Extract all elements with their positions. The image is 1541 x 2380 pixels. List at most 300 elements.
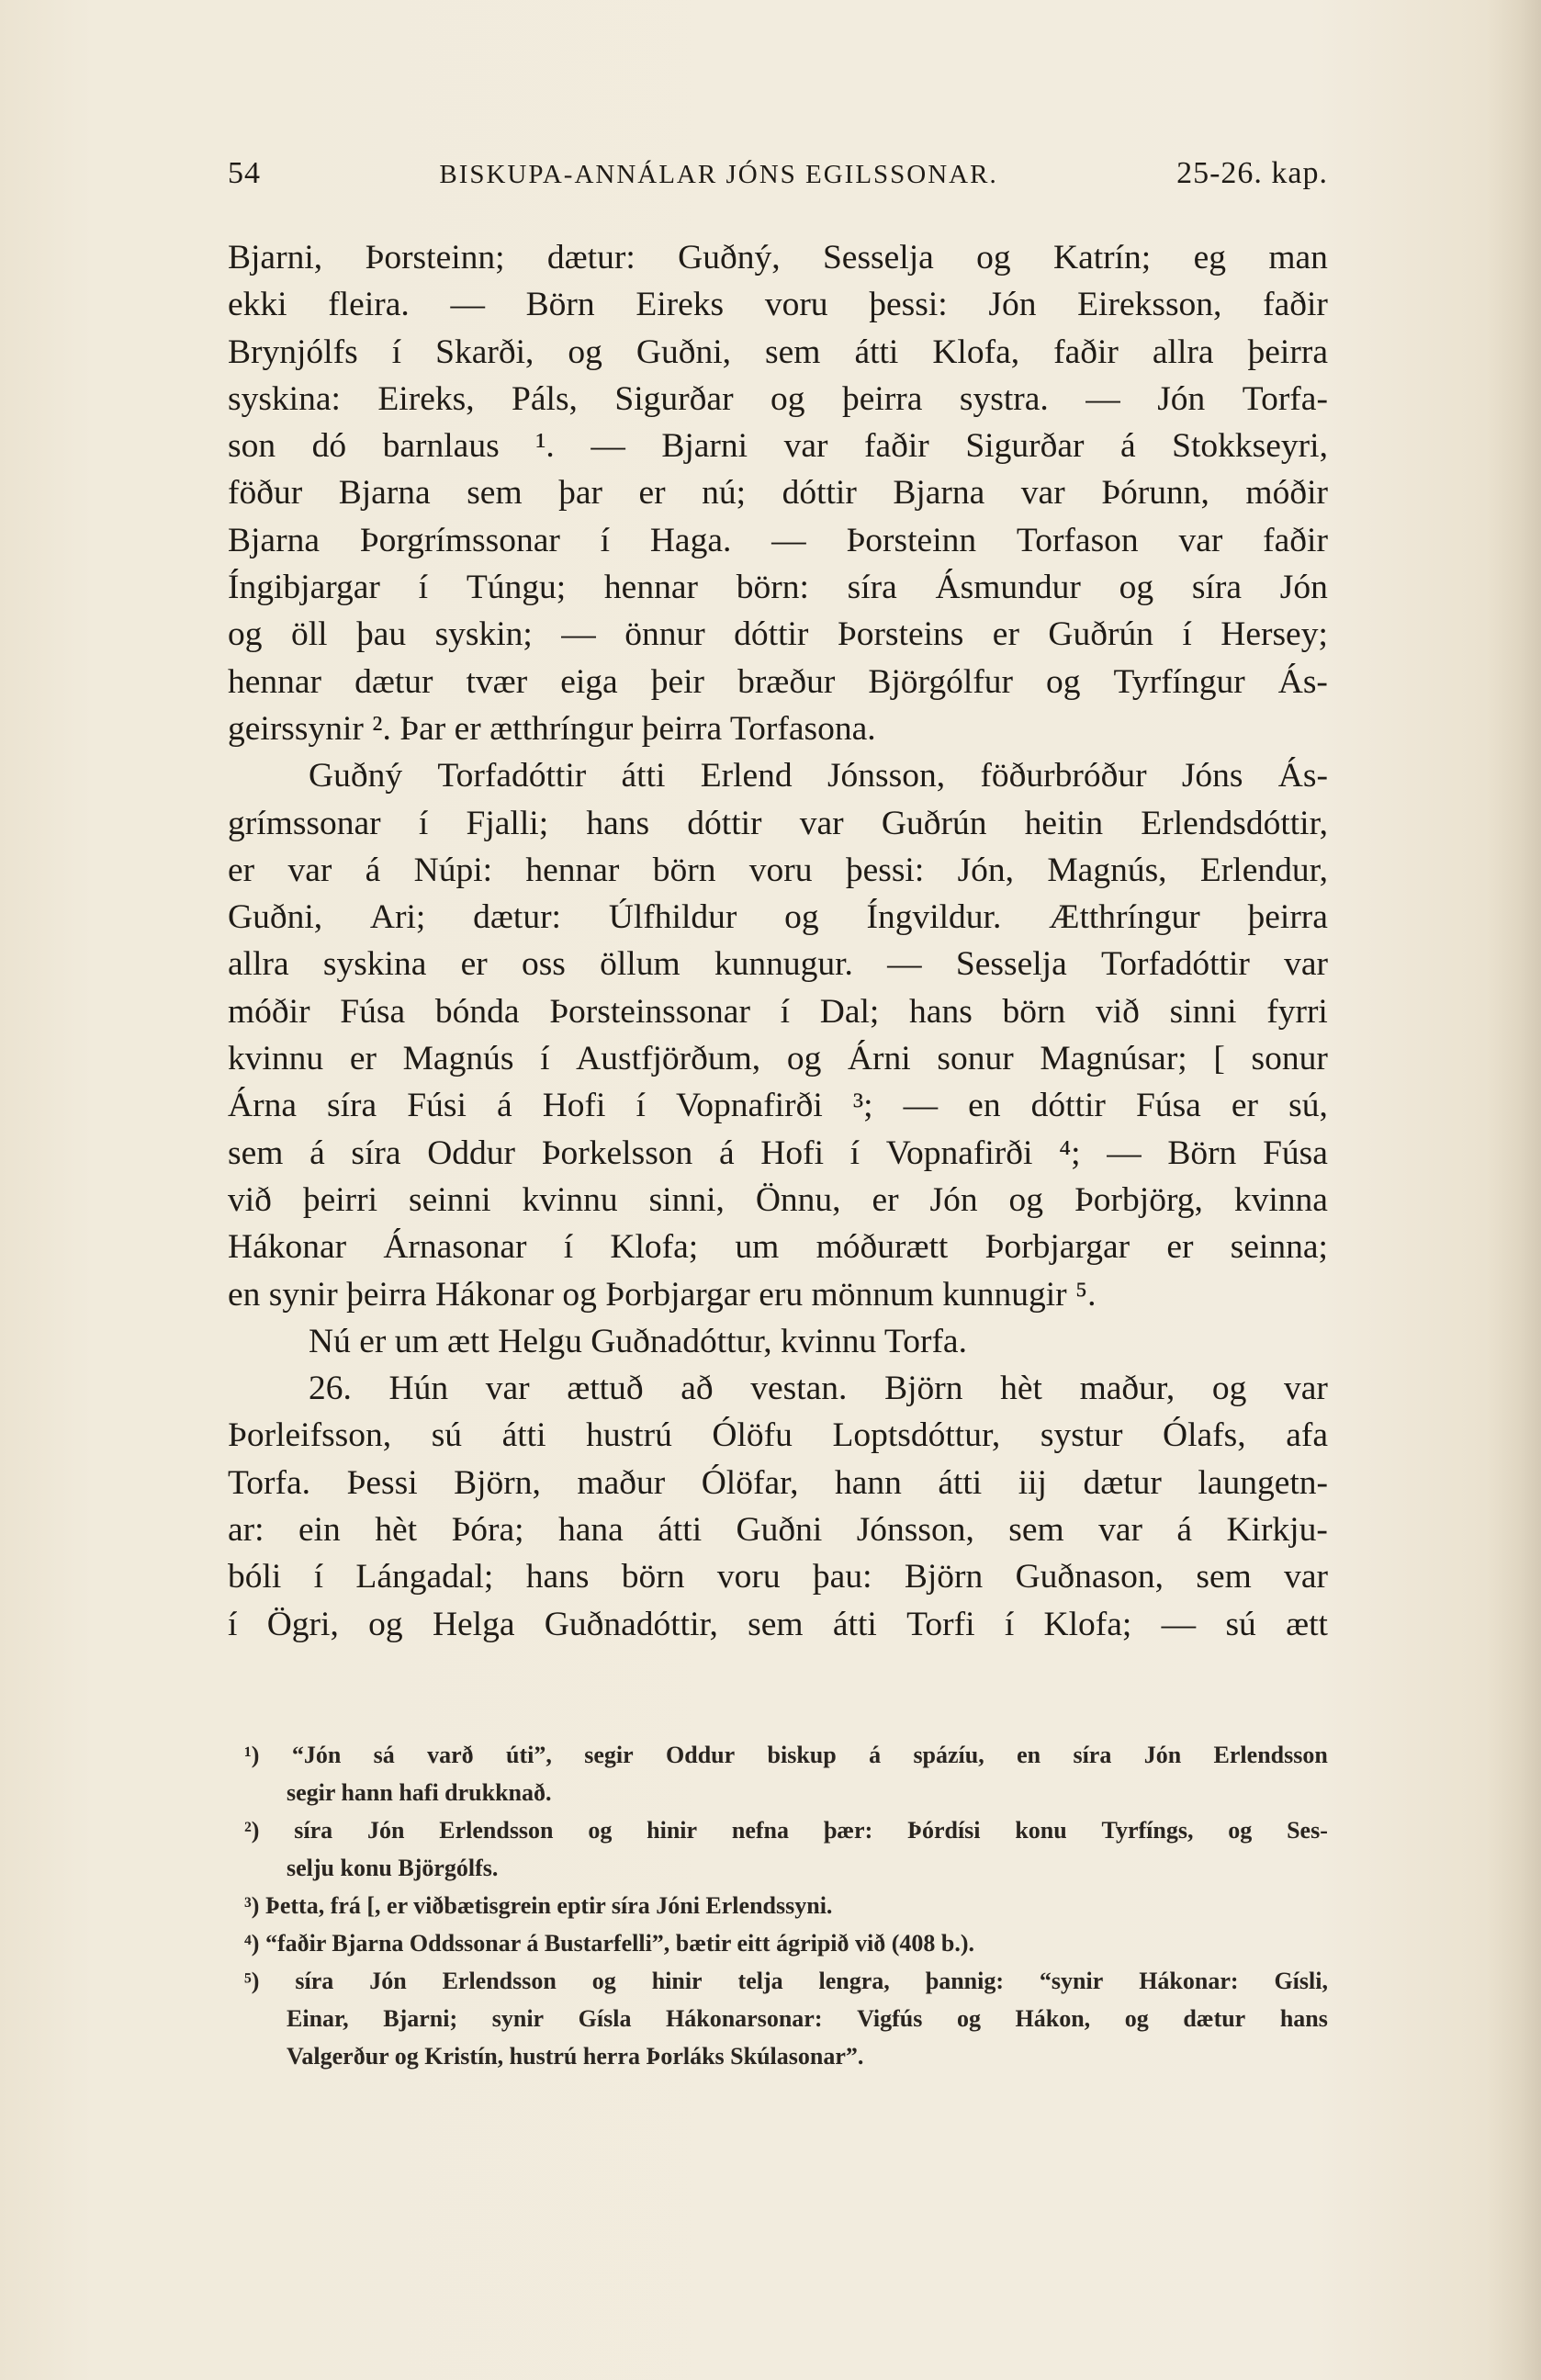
word: Magnús [402, 1040, 514, 1078]
word: ¹. [535, 427, 555, 466]
word: konu [1015, 1817, 1067, 1844]
word: Brynjólfs [228, 333, 358, 371]
word: Jón [988, 286, 1037, 324]
word: dætur: [473, 898, 561, 937]
text-line [228, 847, 1328, 894]
word: Fjalli; [466, 804, 549, 842]
word: Jónsson, [856, 1511, 974, 1550]
word: og [1228, 1817, 1253, 1844]
word: Núpi: [413, 851, 493, 889]
word: maður [577, 1463, 666, 1502]
word: átti [501, 1416, 546, 1455]
word: Guðný [309, 757, 403, 795]
word: seinna; [1230, 1228, 1328, 1267]
text-line: en synir þeirra Hákonar og Þorbjargar eru mönnum kunnugir ⁵. [228, 1275, 1097, 1314]
word: í [418, 569, 429, 607]
word: ætt [1286, 1605, 1328, 1643]
word: átti [938, 1463, 983, 1502]
word: Hákonar: [1139, 1968, 1239, 1994]
word: faðir [1053, 333, 1119, 371]
word: síra [1191, 569, 1243, 607]
word: börn [652, 851, 716, 889]
word: önnur [624, 615, 705, 654]
word: Þorbjargar [984, 1228, 1130, 1267]
word: heitin [1024, 804, 1104, 842]
text-line [228, 611, 1328, 658]
word: í [780, 992, 791, 1031]
word: Ásmundur [935, 569, 1081, 607]
word: Jón [1143, 1742, 1182, 1768]
text-line: geirssynir ². Þar er ætthríngur þeirra Torfasona. [228, 709, 876, 748]
word: Jóns [1181, 757, 1243, 795]
word: hennar [603, 569, 698, 607]
word: — [450, 286, 485, 324]
word: sinni [1169, 992, 1237, 1031]
running-title: BISKUPA-ANNÁLAR JÓNS EGILSSONAR. [439, 160, 998, 189]
word: og [568, 333, 602, 371]
footnote-1 [228, 1736, 1328, 1774]
word: á [365, 851, 381, 889]
word: er [1166, 1228, 1194, 1267]
word: spázíu, [913, 1742, 984, 1768]
word: Kirkju- [1226, 1511, 1328, 1550]
text-line [228, 281, 1328, 328]
footnote-2-cont: selju konu Björgólfs. [287, 1855, 499, 1881]
word: Guðrún [881, 804, 987, 842]
word: Hún [388, 1370, 449, 1408]
word: bóli [228, 1558, 282, 1596]
word: var [1284, 945, 1328, 984]
word: Björn, [454, 1463, 541, 1502]
word: í [540, 1040, 550, 1078]
word: Einar, [287, 2005, 349, 2032]
word: hèt [1000, 1370, 1042, 1408]
word: og [1008, 1180, 1044, 1219]
word: börn [621, 1558, 685, 1596]
word: Árni [847, 1040, 911, 1078]
word: þeirra [1247, 333, 1328, 371]
word: þeir [650, 662, 705, 701]
word: Jón [366, 1817, 405, 1844]
word: Tyrfíngur [1113, 662, 1245, 701]
word: nú; [702, 474, 747, 513]
text-line [228, 988, 1328, 1035]
word: Katrín; [1053, 239, 1152, 276]
word: Guðni, [636, 333, 732, 371]
word: Bjarni; [383, 2005, 458, 2032]
word: börn: [736, 569, 809, 607]
word: Hákonar [228, 1228, 347, 1267]
word: móðurætt [815, 1228, 949, 1267]
text-line [228, 329, 1328, 376]
word: og [786, 1040, 822, 1078]
word: man [1268, 239, 1328, 276]
word: Hákonarsonar: [666, 2005, 823, 2032]
word: ²) [244, 1817, 260, 1844]
page-edge-shadow [1486, 0, 1541, 2380]
word: Hákon, [1015, 2005, 1091, 2032]
word: í [600, 521, 611, 559]
word: Torfi [906, 1605, 975, 1643]
word: úti”, [506, 1742, 552, 1768]
word: Erlendsdóttir, [1141, 804, 1328, 842]
word: í [228, 1605, 238, 1643]
word: síra [1073, 1742, 1112, 1768]
word: á [496, 1087, 512, 1125]
word: Guðrún [1048, 615, 1153, 654]
footnote-5-cont: Valgerður og Kristín, hustrú herra Þorláks Skúlasonar”. [287, 2043, 864, 2070]
word: hennar [525, 851, 620, 889]
word: var [1284, 1370, 1328, 1408]
word: og [368, 1605, 403, 1643]
word: ¹) [244, 1742, 260, 1768]
word: — [1161, 1605, 1197, 1643]
word: afa [1286, 1416, 1328, 1455]
word: Erlendsson [442, 1968, 557, 1994]
text-line [228, 1130, 1328, 1177]
word: — [903, 1087, 939, 1125]
word: og [956, 2005, 981, 2032]
word: maður, [1079, 1370, 1175, 1408]
word: og [976, 239, 1011, 276]
word: þannig: [925, 1968, 1004, 1994]
word: föðurbróður [980, 757, 1147, 795]
word: ar: [228, 1511, 264, 1550]
word: Björgólfur [868, 662, 1013, 701]
word: hana [558, 1511, 624, 1550]
word: Önnu, [755, 1180, 841, 1219]
word: á [1119, 427, 1136, 466]
word: Austfjörðum, [576, 1040, 761, 1078]
word: Erlend [700, 757, 793, 795]
word: dætur [1183, 2005, 1246, 2032]
word: hennar [228, 662, 322, 701]
word: ⁴; [1059, 1134, 1081, 1172]
word: — [1107, 1134, 1142, 1172]
word: á [309, 1134, 325, 1172]
word: Sigurðar [614, 379, 734, 418]
word: sá [373, 1742, 395, 1768]
word: öllum [600, 945, 681, 984]
word: nefna [731, 1817, 789, 1844]
word: Vopnafirði [885, 1134, 1033, 1172]
word: átti [621, 757, 666, 795]
word: Guðnadóttir, [544, 1605, 718, 1643]
word: var [1284, 1558, 1328, 1596]
word: sem [228, 1134, 284, 1172]
word: syskina: [228, 379, 341, 418]
word: Erlendur, [1199, 851, 1328, 889]
word: Torfason [1016, 521, 1139, 559]
text-line [228, 894, 1328, 941]
word: dó [311, 427, 347, 466]
word: — [1085, 379, 1120, 418]
word: Tyrfíngs, [1101, 1817, 1194, 1844]
paragraph-start [228, 752, 1328, 799]
word: er [349, 1040, 377, 1078]
word: Klofa; [1043, 1605, 1132, 1643]
word: 26. [309, 1370, 352, 1408]
word: Ólafs, [1163, 1416, 1246, 1455]
word: sú [431, 1416, 463, 1455]
word: kunnugur. [714, 945, 853, 984]
word: voru [748, 851, 813, 889]
word: Sesselja [822, 239, 934, 276]
word: kvinna [1233, 1180, 1328, 1219]
word: sem [748, 1605, 804, 1643]
word: Jónsson, [827, 757, 946, 795]
word: tvær [466, 662, 528, 701]
word: sú, [1288, 1087, 1328, 1125]
word: telja [737, 1968, 783, 1994]
word: Guðnason, [1015, 1558, 1164, 1596]
word: um [735, 1228, 780, 1267]
text-line [228, 1412, 1328, 1459]
word: son [228, 427, 276, 466]
word: hinir [647, 1817, 698, 1844]
word: hustrú [586, 1416, 672, 1455]
word: sinni, [648, 1180, 725, 1219]
word: dóttir [782, 474, 857, 513]
word: Þorsteinn [846, 521, 977, 559]
word: var [287, 851, 332, 889]
word: og [1211, 1370, 1247, 1408]
word: Bjarna [228, 521, 320, 559]
text-line [228, 564, 1328, 611]
word: þau: [812, 1558, 872, 1596]
word: síra [351, 1134, 401, 1172]
word: “synir [1039, 1968, 1104, 1994]
word: “Jón [291, 1742, 342, 1768]
word: — [887, 945, 922, 984]
word: þeirri [302, 1180, 378, 1219]
word: Ögri, [266, 1605, 339, 1643]
word: sem [765, 333, 821, 371]
word: Ætthríngur [1049, 898, 1200, 937]
word: móðir [228, 992, 310, 1031]
word: hinir [651, 1968, 703, 1994]
word: Þorleifsson, [228, 1416, 392, 1455]
word: Túngu; [466, 569, 567, 607]
footnotes [228, 1736, 1328, 2075]
text-line [228, 1082, 1328, 1129]
word: þessi: [869, 286, 948, 324]
word: hans [525, 1558, 590, 1596]
word: faðir [864, 427, 929, 466]
word: segir [584, 1742, 634, 1768]
main-text [228, 234, 1328, 1648]
word: og [1046, 662, 1081, 701]
word: systra. [959, 379, 1049, 418]
word: faðir [1263, 521, 1328, 559]
word: Fúsa [340, 992, 406, 1031]
word: Klofa; [610, 1228, 699, 1267]
footnote-4: ⁴) “faðir Bjarna Oddssonar á Bustarfelli”, bætir eitt ágripið við (408 b.). [244, 1930, 975, 1957]
word: ekki [228, 286, 287, 324]
word: Ás- [1277, 662, 1328, 701]
word: þau [355, 615, 407, 654]
word: við [1095, 992, 1140, 1031]
word: Hofi [760, 1134, 824, 1172]
word: Sigurðar [965, 427, 1085, 466]
page-number: 54 [228, 156, 261, 190]
text-line [228, 1553, 1328, 1600]
word: síra [295, 1968, 334, 1994]
word: sú [1225, 1605, 1256, 1643]
word: dóttir [1030, 1087, 1106, 1125]
word: þessi: [845, 851, 925, 889]
word: sonur [937, 1040, 1014, 1078]
word: Björn [884, 1370, 963, 1408]
word: Fúsa [1263, 1134, 1328, 1172]
word: Þorbjörg, [1074, 1180, 1203, 1219]
word: á [1176, 1511, 1193, 1550]
word: hans [586, 804, 650, 842]
word: síra [327, 1087, 377, 1125]
word: er [992, 615, 1019, 654]
word: Ses- [1287, 1817, 1328, 1844]
text-line [228, 234, 1328, 281]
word: í [849, 1134, 860, 1172]
word: á [718, 1134, 735, 1172]
chapter-range: 25-26. kap. [1176, 156, 1328, 190]
word: Dal; [819, 992, 880, 1031]
word: Þorsteinn; [365, 239, 505, 276]
paragraph-start: Nú er um ætt Helgu Guðnadóttur, kvinnu Torfa. [309, 1322, 967, 1360]
word: við [228, 1180, 272, 1219]
word: á [869, 1742, 882, 1768]
word: Hersey; [1220, 615, 1328, 654]
word: Haga. [649, 521, 732, 559]
word: systur [1040, 1416, 1123, 1455]
running-header [228, 156, 1328, 211]
word: Íngibjargar [228, 569, 380, 607]
word: ³; [852, 1087, 873, 1125]
word: barnlaus [382, 427, 500, 466]
chapter-26-start [228, 1365, 1328, 1412]
text-line [228, 376, 1328, 423]
word: Úlfhildur [608, 898, 737, 937]
word: fyrri [1266, 992, 1328, 1031]
word: allra [228, 945, 289, 984]
word: síra [847, 569, 897, 607]
word: Bjarni [661, 427, 748, 466]
text-line [228, 1460, 1328, 1506]
word: Oddur [427, 1134, 516, 1172]
word: ⁵) [244, 1968, 260, 1994]
word: í [1182, 615, 1192, 654]
word: Sesselja [955, 945, 1067, 984]
word: Loptsdóttur, [832, 1416, 1001, 1455]
word: dætur: [546, 239, 636, 276]
word: Þórunn, [1101, 474, 1209, 513]
word: Magnúsar; [1040, 1040, 1187, 1078]
word: dætur [1083, 1463, 1162, 1502]
word: Skarði, [435, 333, 534, 371]
word: Bjarna [338, 474, 431, 513]
word: og [591, 1968, 616, 1994]
word: er [228, 851, 255, 889]
word: og [228, 615, 263, 654]
text-line [228, 469, 1328, 516]
footnote-1-cont: segir hann hafi drukknað. [287, 1779, 552, 1806]
word: og [588, 1817, 613, 1844]
word: var [783, 427, 828, 466]
word: Guðný, [678, 239, 781, 276]
word: Torfa- [1242, 379, 1328, 418]
text-line [228, 1177, 1328, 1224]
word: öll [290, 615, 328, 654]
word: og [770, 379, 805, 418]
word: — [591, 427, 625, 466]
word: Jón [1279, 569, 1328, 607]
word: er [872, 1180, 899, 1219]
word: Páls, [512, 379, 578, 418]
word: Börn [525, 286, 595, 324]
word: Íngvildur. [866, 898, 1002, 937]
word: — [561, 615, 596, 654]
word: Gísla [578, 2005, 632, 2032]
word: Árna [228, 1087, 297, 1125]
word: Helga [432, 1605, 515, 1643]
word: Erlendsson [439, 1817, 554, 1844]
text-line [228, 517, 1328, 564]
word: hèt [375, 1511, 418, 1550]
footnote-5-cont [228, 2000, 1328, 2037]
word: ein [298, 1511, 341, 1550]
word: allra [1152, 333, 1214, 371]
word: eiga [560, 662, 618, 701]
word: iij [1018, 1463, 1047, 1502]
text-line [228, 1601, 1328, 1648]
word: laungetn- [1198, 1463, 1328, 1502]
word: átti [832, 1605, 877, 1643]
word: Eireks, [377, 379, 475, 418]
word: Torfadóttir [1100, 945, 1250, 984]
word: synir [491, 2005, 545, 2032]
word: voru [716, 1558, 781, 1596]
word: Þóra; [451, 1511, 524, 1550]
word: Vopnafirði [676, 1087, 823, 1125]
word: var [1098, 1511, 1142, 1550]
word: Guðni [736, 1511, 823, 1550]
word: grímssonar [228, 804, 381, 842]
word: hans [1279, 2005, 1328, 2032]
word: er [1231, 1087, 1259, 1125]
word: Þorkelsson [541, 1134, 693, 1172]
word: Ari; [369, 898, 426, 937]
word: Börn [1167, 1134, 1237, 1172]
text-line [228, 1035, 1328, 1082]
word: dóttir [734, 615, 809, 654]
word: að [681, 1370, 714, 1408]
word: Gísli, [1274, 1968, 1328, 1994]
word: Jón, [957, 851, 1015, 889]
word: er [460, 945, 488, 984]
word: [ [1213, 1040, 1225, 1078]
word: hann [834, 1463, 902, 1502]
word: kvinnu [522, 1180, 618, 1219]
word: Fúsa [1135, 1087, 1201, 1125]
word: Eireksson, [1077, 286, 1222, 324]
word: faðir [1263, 286, 1328, 324]
word: og [1119, 569, 1154, 607]
word: fleira. [328, 286, 410, 324]
word: syskina [322, 945, 427, 984]
word: síra [294, 1817, 333, 1844]
word: Klofa, [932, 333, 1020, 371]
word: syskin; [434, 615, 533, 654]
